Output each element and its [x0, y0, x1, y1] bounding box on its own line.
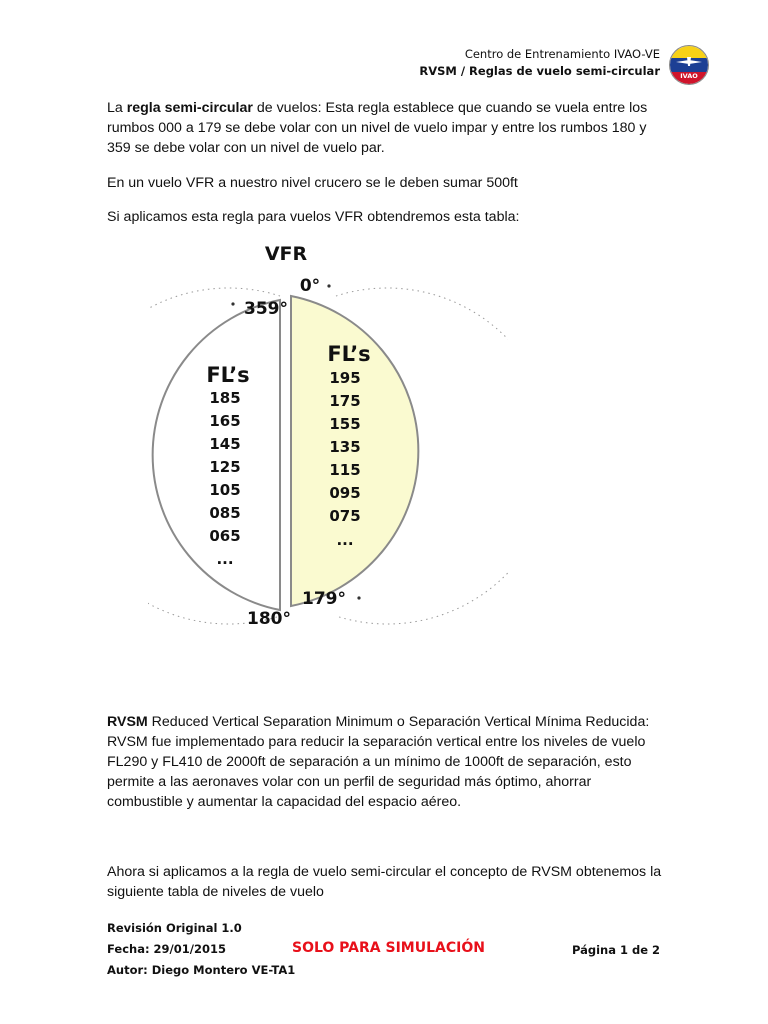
right-heading: FL’s — [327, 342, 371, 366]
right-level: 115 — [329, 461, 361, 479]
vfr-semicircular-diagram — [148, 234, 508, 634]
right-level: 095 — [329, 484, 361, 502]
term-rvsm: RVSM — [107, 714, 148, 730]
footer-author: Autor: Diego Montero VE-TA1 — [107, 963, 296, 977]
left-level: 165 — [209, 412, 241, 430]
left-level: 065 — [209, 527, 241, 545]
right-level: ... — [336, 531, 354, 549]
logo-text: IVAO — [680, 72, 698, 80]
left-level: 105 — [209, 481, 241, 499]
footer-date: Fecha: 29/01/2015 — [107, 942, 226, 956]
footer-info — [107, 918, 295, 981]
footer-simulation-notice: SOLO PARA SIMULACIÓN — [292, 940, 485, 956]
label-179-deg: 179° — [302, 589, 346, 609]
ivao-logo — [668, 44, 710, 86]
left-level: 145 — [209, 435, 241, 453]
diagram-title: VFR — [264, 243, 308, 265]
label-0-deg: 0° — [299, 276, 321, 296]
header-organization: Centro de Entrenamiento IVAO-VE — [464, 47, 660, 61]
right-level: 135 — [329, 438, 361, 456]
left-heading: FL’s — [206, 363, 250, 387]
paragraph-rvsm-table-intro: Ahora si aplicamos a la regla de vuelo semi-circular el concepto de RVSM obtenemos la siguiente tabla de niveles de vuelo — [107, 864, 662, 900]
paragraph-rvsm-definition: RVSM Reduced Vertical Separation Minimum o Separación Vertical Mínima Reducida: RVSM fue implementado para reducir la separación vertical entre los niveles de vuelo FL290 y FL410 de 2000ft de separación a un mínimo de 1000ft de separación, esto permite a las aeronaves volar con un perfil de seguridad más óptimo, ahorrar combustible y aumentar la capacidad del espacio aéreo. — [107, 714, 650, 810]
right-level: 175 — [329, 392, 361, 410]
paragraph-semicircular-rule: La regla semi-circular de vuelos: Esta regla establece que cuando se vuela entre los rumbos 000 a 179 se debe volar con un nivel de vuelo impar y entre los rumbos 180 y 359 se debe volar con un nivel de vuelo par. — [107, 100, 648, 156]
label-180-deg: 180° — [247, 609, 291, 629]
paragraph-vfr-500ft: En un vuelo VFR a nuestro nivel crucero se le deben sumar 500ft — [107, 175, 518, 191]
term-regla-semicircular: regla semi-circular — [126, 100, 253, 116]
right-level: 155 — [329, 415, 361, 433]
document-header — [419, 46, 660, 80]
left-level: 085 — [209, 504, 241, 522]
left-level: 125 — [209, 458, 241, 476]
paragraph-vfr-table-intro: Si aplicamos esta regla para vuelos VFR obtendremos esta tabla: — [107, 209, 520, 225]
footer-revision: Revisión Original 1.0 — [107, 921, 242, 935]
footer-page-number: Página 1 de 2 — [571, 943, 660, 957]
left-level: 185 — [209, 389, 241, 407]
right-level: 195 — [329, 369, 361, 387]
left-level: ... — [216, 550, 234, 568]
label-359-deg: 359° — [244, 299, 288, 319]
right-level: 075 — [329, 507, 361, 525]
header-topic: RVSM / Reglas de vuelo semi-circular — [419, 64, 660, 78]
